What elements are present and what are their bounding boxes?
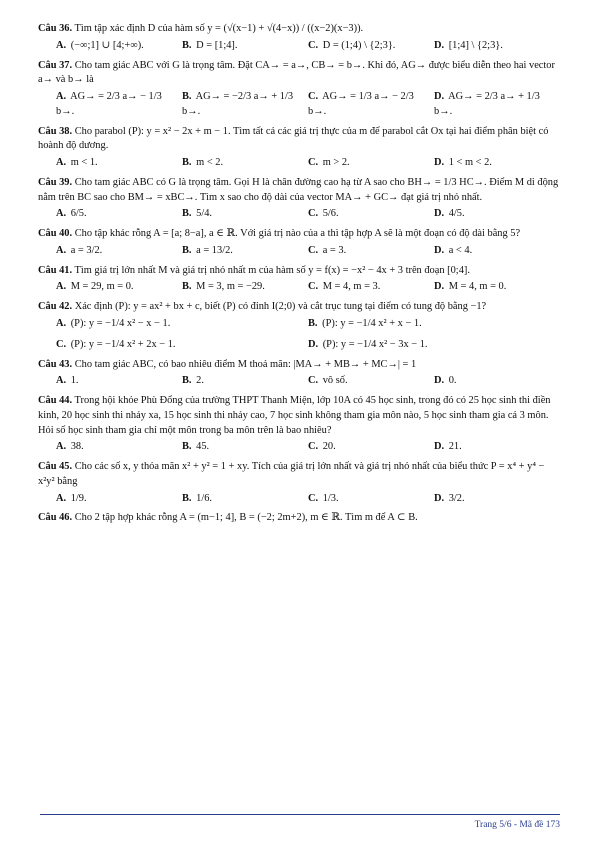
option-letter: A. (56, 39, 67, 51)
answer-options (38, 440, 560, 455)
option-text: a = 3/2. (70, 244, 103, 256)
option-letter: B. (182, 91, 192, 103)
option-text: (−∞;1] ∪ [4;+∞). (70, 39, 144, 51)
option-text: a < 4. (448, 244, 473, 256)
option-letter: D. (434, 441, 445, 453)
answer-option (56, 207, 182, 222)
option-text: 1 < m < 2. (448, 157, 492, 169)
option-text: 38. (70, 441, 84, 453)
question-42 (38, 300, 560, 352)
option-letter: C. (56, 338, 67, 350)
answer-options (38, 39, 560, 54)
option-letter: A. (56, 441, 67, 453)
option-text: m > 2. (322, 157, 350, 169)
answer-option (434, 39, 560, 54)
option-letter: B. (182, 375, 192, 387)
answer-option (56, 244, 182, 259)
option-letter: C. (308, 244, 319, 256)
option-text: 3/2. (448, 492, 465, 504)
option-text: (P): y = −1/4 x² + 2x − 1. (70, 338, 176, 350)
question-45 (38, 460, 560, 506)
option-text: 5/6. (322, 208, 339, 220)
option-text: D = [1;4]. (196, 39, 238, 51)
option-text: 4/5. (448, 208, 465, 220)
option-text: 1. (70, 375, 79, 387)
answer-option (308, 156, 434, 171)
question-text: Cho tập khác rỗng A = [a; 8−a], a ∈ ℝ. Với giá trị nào của a thì tập hợp A sẽ là một đoạn có độ dài bằng 5? (74, 228, 521, 240)
answer-option (308, 492, 434, 507)
answer-option (308, 90, 434, 120)
question-46 (38, 511, 560, 526)
question-label: Câu 44. (38, 395, 73, 407)
question-text: Cho parabol (P): y = x² − 2x + m − 1. Tìm tất cả các giá trị thực của m để parabol cắt Ox tại hai điểm phân biệt có hoành độ dương. (38, 125, 549, 152)
page-footer (40, 814, 560, 830)
option-letter: A. (56, 492, 67, 504)
question-stem (38, 59, 560, 89)
question-39 (38, 176, 560, 222)
question-text: Tìm tập xác định D của hàm số y = (√(x−1) + √(4−x)) / ((x−2)(x−3)). (74, 23, 364, 34)
question-text: Cho tam giác ABC có G là trọng tâm. Gọi H là chân đường cao hạ từ A sao cho BH→ = 1/3 HC→. Điểm M di động nằm trên BC sao cho BM→ = xBC→. Tìm x sao cho độ dài của vector MA→ + GC→ đạt giá trị nhỏ nhất. (38, 176, 559, 203)
answer-options (38, 492, 560, 507)
answer-options (38, 374, 560, 389)
question-stem (38, 125, 560, 155)
answer-option (434, 244, 560, 259)
option-letter: D. (434, 244, 445, 256)
option-letter: C. (308, 441, 319, 453)
option-text: M = 3, m = −29. (196, 281, 265, 293)
option-text: m < 1. (70, 157, 98, 169)
option-letter: B. (308, 318, 318, 330)
option-letter: B. (182, 244, 192, 256)
option-letter: A. (56, 281, 67, 293)
option-text: 1/6. (196, 492, 213, 504)
option-text: AG→ = −2/3 a→ + 1/3 b→. (182, 91, 294, 117)
answer-option (434, 440, 560, 455)
question-label: Câu 41. (38, 264, 73, 276)
question-stem (38, 264, 560, 279)
question-text: Cho tam giác ABC với G là trọng tâm. Đặt CA→ = a→, CB→ = b→. Khi đó, AG→ được biểu diễn theo hai vector a→ và b→ là (38, 59, 555, 86)
answer-option (308, 244, 434, 259)
option-letter: C. (308, 281, 319, 293)
question-44 (38, 394, 560, 455)
option-letter: D. (434, 375, 445, 387)
option-text: 2. (196, 375, 204, 387)
option-letter: C. (308, 91, 319, 103)
option-letter: D. (434, 281, 445, 293)
answer-option (182, 492, 308, 507)
answer-option (56, 90, 182, 120)
answer-option (56, 156, 182, 171)
answer-option (56, 280, 182, 295)
option-letter: B. (182, 208, 192, 220)
option-letter: C. (308, 375, 319, 387)
option-text: a = 3. (322, 244, 347, 256)
question-label: Câu 40. (38, 228, 73, 240)
option-letter: B. (182, 441, 192, 453)
option-text: M = 29, m = 0. (70, 281, 134, 293)
option-text: 0. (448, 375, 457, 387)
question-label: Câu 45. (38, 461, 73, 473)
question-label: Câu 36. (38, 23, 73, 34)
answer-option (182, 39, 308, 54)
question-stem (38, 460, 560, 490)
option-letter: B. (182, 157, 192, 169)
option-letter: A. (56, 318, 67, 330)
option-letter: A. (56, 375, 67, 387)
option-text: AG→ = 2/3 a→ − 1/3 b→. (56, 91, 162, 117)
answer-option (56, 39, 182, 54)
question-stem (38, 394, 560, 438)
answer-option (56, 317, 308, 332)
option-text: AG→ = 2/3 a→ + 1/3 b→. (434, 91, 540, 117)
option-text: M = 4, m = 0. (448, 281, 507, 293)
option-text: (P): y = −1/4 x² − 3x − 1. (322, 338, 428, 350)
option-letter: C. (308, 157, 319, 169)
question-stem (38, 22, 560, 37)
option-letter: C. (308, 39, 319, 51)
answer-option (434, 280, 560, 295)
question-list (38, 22, 560, 526)
question-text: Xác định (P): y = ax² + bx + c, biết (P) có đỉnh I(2;0) và cắt trục tung tại điểm có tung độ bằng −1? (74, 301, 487, 313)
option-text: AG→ = 1/3 a→ − 2/3 b→. (308, 91, 414, 117)
option-text: 45. (196, 441, 210, 453)
answer-option (434, 492, 560, 507)
question-text: Cho các số x, y thỏa mãn x² + y² = 1 + xy. Tích của giá trị lớn nhất và giá trị nhỏ nhất của biểu thức P = x⁴ + y⁴ − x²y² bằng (38, 461, 545, 487)
answer-option (182, 374, 308, 389)
footer-text: Trang 5/6 - Mã đề 173 (474, 820, 560, 830)
answer-option (308, 317, 560, 332)
answer-option (182, 440, 308, 455)
answer-option (182, 207, 308, 222)
answer-option (434, 90, 560, 120)
option-letter: B. (182, 281, 192, 293)
question-label: Câu 43. (38, 358, 73, 370)
option-text: D = (1;4) \ {2;3}. (322, 39, 396, 51)
option-letter: B. (182, 39, 192, 51)
answer-options (38, 280, 560, 295)
question-label: Câu 39. (38, 176, 73, 188)
option-text: 1/3. (322, 492, 339, 504)
option-text: 6/5. (70, 208, 87, 220)
answer-option (434, 374, 560, 389)
option-text: 21. (448, 441, 462, 453)
answer-option (182, 244, 308, 259)
answer-option (56, 492, 182, 507)
option-text: [1;4] \ {2;3}. (448, 39, 503, 51)
question-label: Câu 37. (38, 59, 73, 71)
answer-option (308, 280, 434, 295)
option-letter: A. (56, 157, 67, 169)
option-text: a = 13/2. (196, 244, 233, 256)
option-text: (P): y = −1/4 x² − x − 1. (70, 318, 171, 330)
option-text: (P): y = −1/4 x² + x − 1. (322, 318, 422, 330)
question-text: Trong hội khỏe Phù Đổng của trường THPT Thanh Miện, lớp 10A có 45 học sinh, trong đó có 25 học sinh thi điền kinh, 20 học sinh thi nhảy xa, 15 học sinh thi nhảy cao, 7 học sinh không tham gia môn nào, 5 học sinh tham gia cả 3 môn. Hỏi số học sinh tham gia chỉ một môn trong ba môn trên là bao nhiêu? (38, 395, 551, 436)
answer-option (182, 280, 308, 295)
answer-options (38, 244, 560, 259)
answer-option (182, 156, 308, 171)
answer-option (308, 374, 434, 389)
option-letter: D. (434, 492, 445, 504)
answer-option (308, 440, 434, 455)
option-letter: A. (56, 91, 67, 103)
option-text: 20. (322, 441, 336, 453)
option-letter: D. (434, 157, 445, 169)
option-letter: D. (434, 91, 445, 103)
question-text: Tìm giá trị lớn nhất M và giá trị nhỏ nhất m của hàm số y = f(x) = −x² − 4x + 3 trên đoạn [0;4]. (74, 264, 470, 276)
question-37 (38, 59, 560, 120)
option-text: vô số. (322, 375, 348, 387)
question-text: Cho tam giác ABC, có bao nhiêu điểm M thoả mãn: |MA→ + MB→ + MC→| = 1 (74, 358, 417, 370)
answer-options (38, 156, 560, 171)
question-text: Cho 2 tập hợp khác rỗng A = (m−1; 4], B = (−2; 2m+2), m ∈ ℝ. Tìm m để A ⊂ B. (74, 512, 418, 524)
question-38 (38, 125, 560, 171)
option-text: M = 4, m = 3. (322, 281, 381, 293)
answer-option (182, 90, 308, 120)
option-text: m < 2. (196, 157, 224, 169)
option-letter: D. (434, 208, 445, 220)
option-letter: C. (308, 492, 319, 504)
answer-option (56, 440, 182, 455)
question-label: Câu 42. (38, 301, 73, 313)
answer-option (308, 338, 560, 353)
option-text: 5/4. (196, 208, 213, 220)
option-letter: D. (308, 338, 319, 350)
option-letter: D. (434, 39, 445, 51)
answer-options (38, 90, 560, 120)
question-43 (38, 358, 560, 390)
option-text: 1/9. (70, 492, 87, 504)
option-letter: C. (308, 208, 319, 220)
answer-option (308, 207, 434, 222)
option-letter: B. (182, 492, 192, 504)
question-36 (38, 22, 560, 54)
question-label: Câu 38. (38, 125, 73, 137)
question-label: Câu 46. (38, 512, 73, 524)
answer-options (38, 317, 560, 353)
question-stem (38, 300, 560, 315)
option-letter: A. (56, 244, 67, 256)
answer-option (434, 156, 560, 171)
question-stem (38, 176, 560, 206)
question-41 (38, 264, 560, 296)
question-40 (38, 227, 560, 259)
question-stem (38, 227, 560, 242)
question-stem (38, 358, 560, 373)
answer-option (308, 39, 434, 54)
option-letter: A. (56, 208, 67, 220)
answer-option (56, 338, 308, 353)
question-stem (38, 511, 560, 526)
answer-options (38, 207, 560, 222)
answer-option (434, 207, 560, 222)
answer-option (56, 374, 182, 389)
